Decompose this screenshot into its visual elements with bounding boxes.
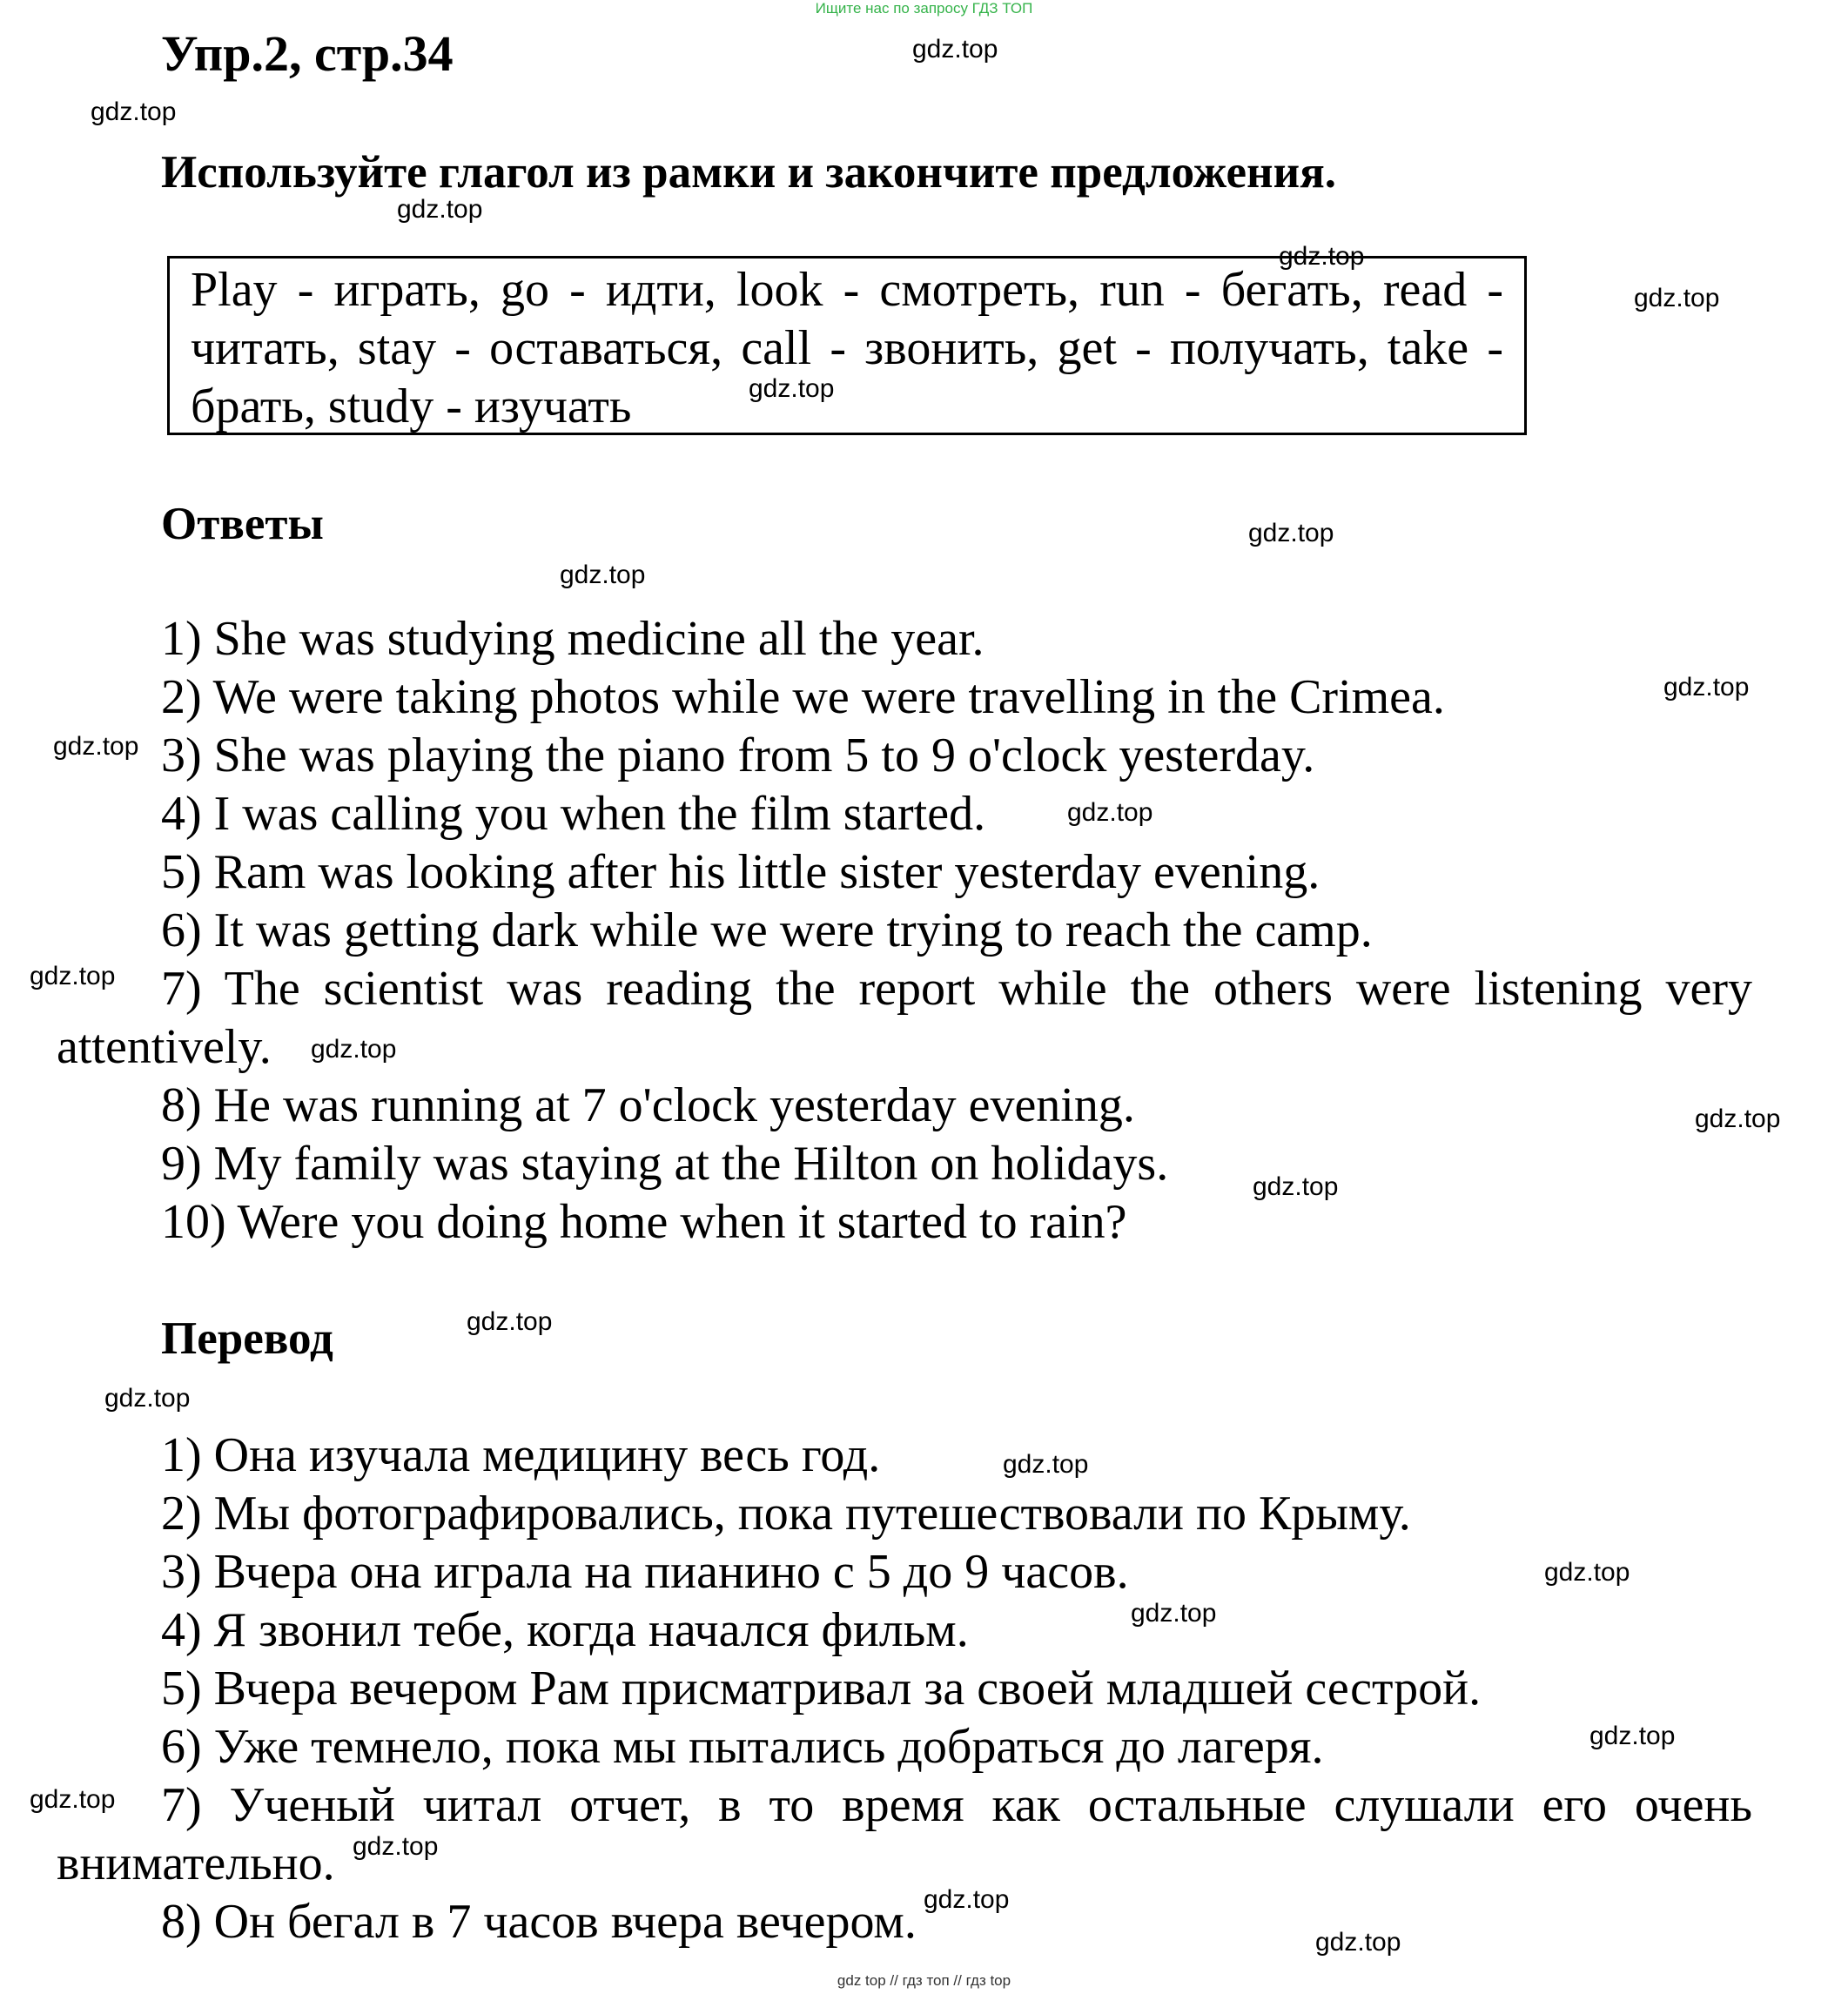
answer-5: 5) Ram was looking after his little sister yesterday evening. [161,845,1320,899]
page-title: Упр.2, стр.34 [161,25,454,82]
translation-4: 4) Я звонил тебе, когда начался фильм. [161,1603,969,1657]
watermark: gdz.top [912,35,998,64]
translation-7: 7) Ученый читал отчет, в то время как остальные слушали его очень [161,1778,1752,1832]
answers-heading: Ответы [161,499,324,549]
watermark: gdz.top [104,1384,191,1413]
watermark: gdz.top [311,1035,397,1064]
watermark: gdz.top [749,374,835,403]
answer-1: 1) She was studying medicine all the year. [161,612,984,666]
translation-6: 6) Уже темнело, пока мы пытались добраться до лагеря. [161,1720,1324,1774]
verb-box-line-3: брать, study - изучать [191,379,632,433]
answer-3: 3) She was playing the piano from 5 to 9 o'clock yesterday. [161,728,1315,782]
watermark: gdz.top [1663,673,1750,702]
watermark: gdz.top [397,195,483,224]
watermark: gdz.top [1315,1928,1401,1957]
watermark: gdz.top [467,1307,553,1336]
answer-8: 8) He was running at 7 o'clock yesterday evening. [161,1078,1135,1132]
watermark: gdz.top [353,1832,439,1861]
answer-4: 4) I was calling you when the film started. [161,787,986,841]
top-banner: Ищите нас по запросу ГДЗ ТОП [815,0,1033,17]
watermark: gdz.top [1003,1450,1089,1479]
watermark: gdz.top [1695,1104,1781,1133]
watermark: gdz.top [1634,284,1720,312]
answer-7-continued: attentively. [57,1020,272,1074]
watermark: gdz.top [1253,1172,1339,1201]
answer-10: 10) Were you doing home when it started to rain? [161,1195,1127,1249]
watermark: gdz.top [560,561,646,589]
translation-heading: Перевод [161,1313,333,1364]
translation-1: 1) Она изучала медицину весь год. [161,1428,881,1482]
watermark: gdz.top [1131,1599,1217,1628]
watermark: gdz.top [1544,1558,1630,1587]
watermark: gdz.top [30,962,116,990]
watermark: gdz.top [53,732,139,761]
verb-box-line-2: читать, stay - оставаться, call - звонить, get - получать, take - [191,321,1503,375]
translation-5: 5) Вчера вечером Рам присматривал за своей младшей сестрой. [161,1662,1482,1715]
watermark: gdz.top [91,97,177,126]
answer-6: 6) It was getting dark while we were trying to reach the camp. [161,903,1373,957]
watermark: gdz.top [30,1785,116,1814]
verb-box [167,256,1527,435]
watermark: gdz.top [1067,798,1153,827]
translation-3: 3) Вчера она играла на пианино с 5 до 9 часов. [161,1545,1129,1599]
watermark: gdz.top [1279,242,1365,271]
answer-7: 7) The scientist was reading the report while the others were listening very [161,962,1752,1016]
translation-2: 2) Мы фотографировались, пока путешествовали по Крыму. [161,1487,1411,1541]
translation-8: 8) Он бегал в 7 часов вчера вечером. [161,1895,917,1949]
translation-7-continued: внимательно. [57,1836,335,1890]
bottom-watermark: gdz top // гдз топ // гдз top [837,1972,1011,1989]
watermark: gdz.top [924,1885,1010,1914]
instruction: Используйте глагол из рамки и закончите предложения. [161,147,1337,198]
answer-9: 9) My family was staying at the Hilton on holidays. [161,1137,1169,1191]
answer-2: 2) We were taking photos while we were travelling in the Crimea. [161,670,1445,724]
watermark: gdz.top [1589,1722,1676,1750]
watermark: gdz.top [1248,519,1334,547]
verb-box-line-1: Play - играть, go - идти, look - смотреть, run - бегать, read - [191,263,1503,317]
